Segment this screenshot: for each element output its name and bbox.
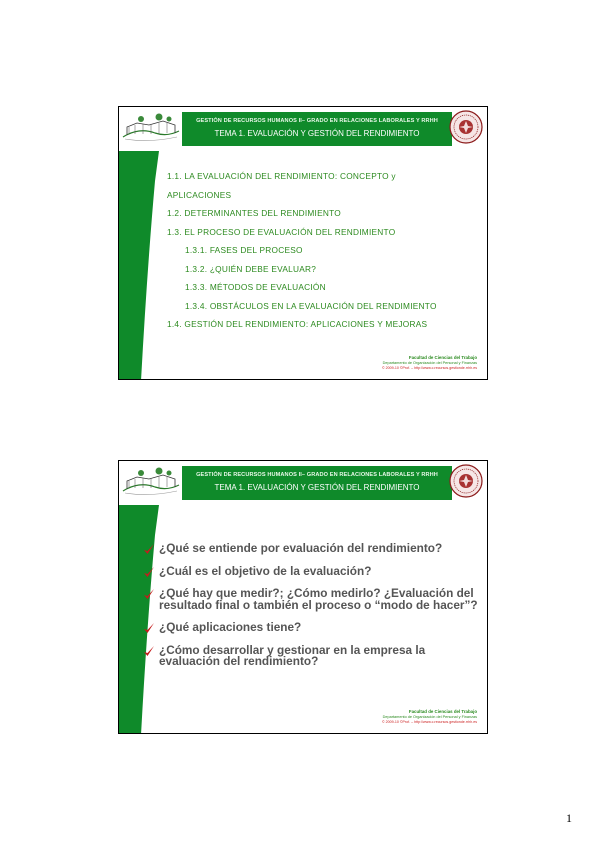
question-text: ¿Cuál es el objetivo de la evaluación? [159, 563, 372, 578]
course-title: GESTIÓN DE RECURSOS HUMANOS II– GRADO EN RELACIONES LABORALES Y RRHH [196, 118, 438, 124]
checkmark-icon [143, 588, 155, 600]
footer-faculty: Facultad de Ciencias del Trabajo [408, 709, 477, 715]
question-item [143, 563, 478, 578]
footer-department: Departamento de Organización del Personal y Finanzas [382, 360, 477, 365]
faculty-building-logo [119, 461, 183, 499]
topic-title: TEMA 1. EVALUACIÓN Y GESTIÓN DEL RENDIMIENTO [214, 129, 420, 138]
question-text: ¿Cómo desarrollar y gestionar en la empresa la evaluación del rendimiento? [159, 642, 426, 668]
university-seal-icon [449, 110, 483, 144]
question-text: ¿Qué hay que medir?; ¿Cómo medirlo? ¿Evaluación del resultado final o también el proceso o “modo de hacer”? [159, 586, 478, 612]
outline-subitem: 1.3.2. ¿QUIÉN DEBE EVALUAR? [185, 263, 317, 274]
header-band [182, 112, 452, 146]
outline-item: 1.1. LA EVALUACIÓN DEL RENDIMIENTO: CONCEPTO y [167, 171, 396, 181]
outline-item: 1.4. GESTIÓN DEL RENDIMIENTO: APLICACIONES Y MEJORAS [167, 319, 428, 329]
slide-2 [118, 460, 488, 734]
checkmark-icon [143, 543, 155, 555]
outline-subitem: 1.3.4. OBSTÁCULOS EN LA EVALUACIÓN DEL RENDIMIENTO [185, 300, 437, 311]
outline-item: 1.2. DETERMINANTES DEL RENDIMIENTO [167, 208, 342, 218]
footer-faculty: Facultad de Ciencias del Trabajo [408, 355, 477, 361]
footer-credits: © 2009-10 ©Prof. – http://www.c.recursos.gestionde.rrhh.es [382, 365, 477, 370]
slide-footer [382, 709, 477, 725]
footer-department: Departamento de Organización del Personal y Finanzas [382, 714, 477, 719]
question-item [143, 543, 478, 555]
outline-item: APLICACIONES [167, 189, 232, 200]
question-item [143, 588, 478, 611]
slide-footer [382, 355, 477, 371]
university-seal-icon [449, 464, 483, 498]
checkmark-icon [143, 566, 155, 578]
outline-subitem: 1.3.3. MÉTODOS DE EVALUACIÓN [185, 282, 326, 292]
header-band [182, 466, 452, 500]
checkmark-icon [143, 622, 155, 634]
page-number: 1 [566, 811, 572, 825]
topic-outline [167, 167, 483, 334]
question-item [143, 642, 478, 668]
topic-title: TEMA 1. EVALUACIÓN Y GESTIÓN DEL RENDIMIENTO [214, 483, 420, 492]
footer-credits: © 2009-10 ©Prof. – http://www.c.recursos.gestionde.rrhh.es [382, 719, 477, 724]
question-text: ¿Qué aplicaciones tiene? [159, 620, 302, 634]
outline-subitem: 1.3.1. FASES DEL PROCESO [185, 245, 303, 255]
decorative-green-stripe [119, 151, 159, 380]
checkmark-icon [143, 645, 155, 657]
slide-1 [118, 106, 488, 380]
question-text: ¿Qué se entiende por evaluación del rendimiento? [159, 541, 443, 555]
question-list [143, 543, 478, 679]
course-title: GESTIÓN DE RECURSOS HUMANOS II– GRADO EN RELACIONES LABORALES Y RRHH [196, 472, 438, 478]
faculty-building-logo [119, 107, 183, 145]
question-item [143, 622, 478, 634]
outline-item: 1.3. EL PROCESO DE EVALUACIÓN DEL RENDIMIENTO [167, 226, 396, 237]
